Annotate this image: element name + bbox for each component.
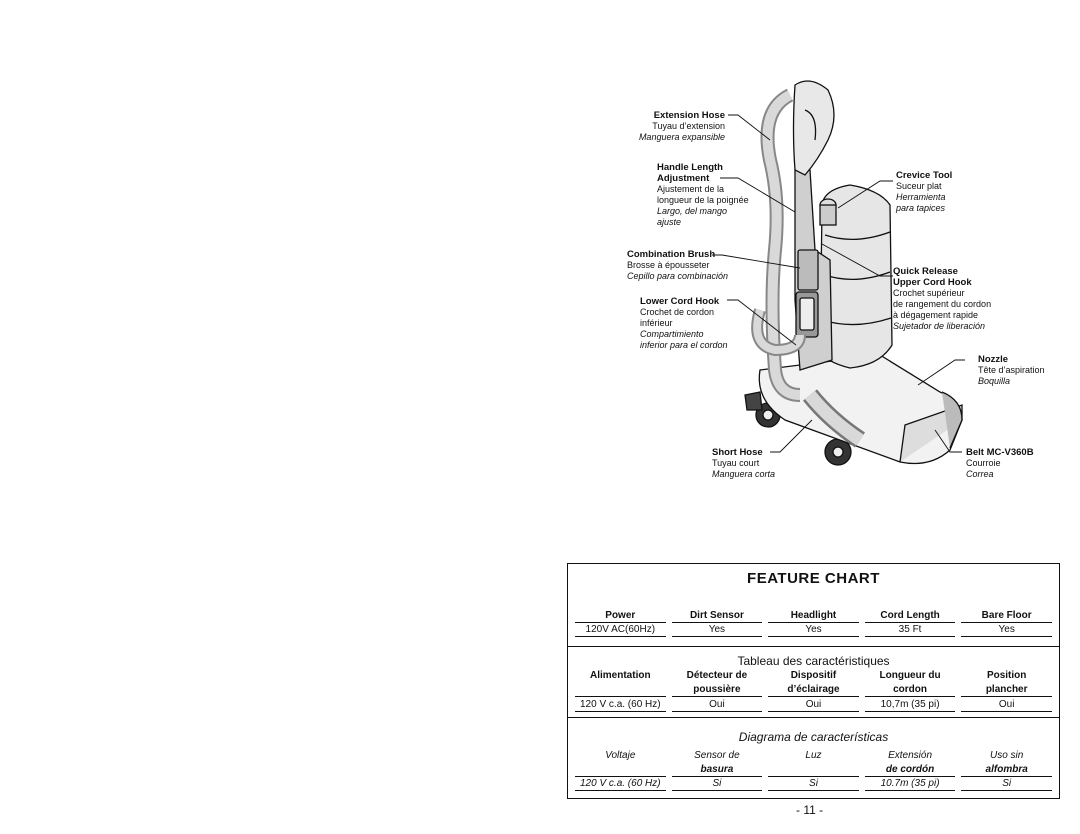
header-cell: Sensor de	[694, 750, 740, 761]
label-es: Sujetador de liberación	[893, 321, 986, 331]
value-cell: 10,7m (35 pi)	[865, 699, 956, 712]
label-en: Nozzle	[978, 354, 1009, 365]
label-es: Correa	[966, 469, 994, 479]
label-fr: Courroie	[966, 458, 1001, 468]
label-fr: inférieur	[640, 318, 673, 328]
label-es: ajuste	[657, 217, 682, 227]
chart-header-row-fr	[572, 670, 1055, 681]
label-en: Crevice Tool	[896, 170, 953, 181]
label-en: Extension Hose	[653, 110, 725, 121]
label-quick-release	[893, 266, 1023, 332]
label-belt	[966, 447, 1056, 480]
feature-chart	[567, 563, 1060, 799]
header-cell: Extensión	[888, 750, 933, 761]
value-cell: 120 V c.a. (60 Hz)	[575, 778, 666, 791]
page-number: - 11 -	[796, 803, 824, 817]
section-title-es: Diagrama de características	[738, 730, 889, 744]
label-es: Herramienta	[896, 192, 946, 202]
label-es: Boquilla	[978, 376, 1011, 386]
label-handle-length	[657, 162, 772, 228]
value-cell: Oui	[768, 699, 859, 712]
label-fr: Ajustement de la	[657, 184, 725, 194]
header-cell: basura	[672, 764, 763, 777]
header-cell	[575, 684, 666, 697]
header-cell: Position	[986, 670, 1027, 681]
section-divider	[568, 717, 1059, 718]
chart-header-row-fr-2	[572, 684, 1055, 697]
label-lower-cord-hook	[640, 296, 750, 351]
value-cell: 120 V c.a. (60 Hz)	[575, 699, 666, 712]
label-fr: Crochet supérieur	[893, 288, 965, 298]
section-title-fr: Tableau des caractéristiques	[737, 654, 890, 668]
value-cell: Si	[768, 778, 859, 791]
label-short-hose	[712, 447, 792, 480]
label-es: inferior para el cordon	[640, 340, 728, 350]
header-cell: poussière	[672, 684, 763, 697]
label-en: Upper Cord Hook	[893, 277, 972, 288]
value-cell: Si	[961, 778, 1052, 791]
header-cell: Dirt Sensor	[672, 610, 763, 623]
header-cell: Luz	[805, 750, 822, 761]
label-combination-brush	[627, 249, 747, 282]
header-cell: de cordón	[865, 764, 956, 777]
label-en: Handle Length	[657, 162, 723, 173]
label-en: Short Hose	[712, 447, 763, 458]
label-fr: Suceur plat	[896, 181, 942, 191]
header-cell: Dispositif	[790, 670, 837, 681]
value-cell: Yes	[672, 624, 763, 637]
chart-value-row-fr	[572, 699, 1055, 712]
label-es: para tapices	[896, 203, 946, 213]
chart-header-row-en	[572, 610, 1055, 623]
label-es: Largo, del mango	[657, 206, 728, 216]
header-cell	[768, 764, 859, 777]
label-es: Cepillo para combinación	[627, 271, 729, 281]
label-en: Belt MC-V360B	[966, 447, 1034, 458]
header-cell: Alimentation	[590, 670, 651, 681]
label-nozzle	[978, 354, 1068, 387]
label-es: Compartimiento	[640, 329, 704, 339]
header-cell	[575, 764, 666, 777]
label-en: Quick Release	[893, 266, 958, 277]
label-fr: Crochet de cordon	[640, 307, 715, 317]
label-extension-hose	[595, 110, 725, 143]
label-fr: à dégagement rapide	[893, 310, 979, 320]
value-cell: Oui	[672, 699, 763, 712]
label-es: Manguera corta	[712, 469, 776, 479]
label-en: Lower Cord Hook	[640, 296, 720, 307]
chart-header-row-es-2	[572, 764, 1055, 777]
value-cell: Oui	[961, 699, 1052, 712]
label-fr: de rangement du cordon	[893, 299, 992, 309]
value-cell: Si	[672, 778, 763, 791]
chart-value-row-en	[572, 624, 1055, 637]
label-fr: longueur de la poignée	[657, 195, 749, 205]
label-es: Manguera expansible	[638, 132, 725, 142]
value-cell: 120V AC(60Hz)	[575, 624, 666, 637]
header-cell: cordon	[865, 684, 956, 697]
value-cell: 10.7m (35 pi)	[865, 778, 956, 791]
chart-header-row-es	[572, 750, 1055, 761]
label-fr: Tuyau d’extension	[652, 121, 725, 131]
value-cell: Yes	[768, 624, 859, 637]
header-cell: Headlight	[768, 610, 859, 623]
header-cell: alfombra	[961, 764, 1052, 777]
header-cell: Cord Length	[865, 610, 956, 623]
value-cell: Yes	[961, 624, 1052, 637]
chart-title: FEATURE CHART	[747, 570, 880, 587]
header-cell: Power	[575, 610, 666, 623]
label-fr: Brosse à épousseter	[627, 260, 710, 270]
header-cell: d’éclairage	[768, 684, 859, 697]
header-cell: Uso sin	[989, 750, 1024, 761]
header-cell: Longueur du	[879, 670, 941, 681]
label-fr: Tête d’aspiration	[978, 365, 1045, 375]
label-en: Adjustment	[657, 173, 710, 184]
label-en: Combination Brush	[627, 249, 716, 260]
label-crevice-tool	[896, 170, 986, 214]
section-divider	[568, 646, 1059, 647]
value-cell: 35 Ft	[865, 624, 956, 637]
header-cell: plancher	[961, 684, 1052, 697]
header-cell: Bare Floor	[961, 610, 1052, 623]
label-fr: Tuyau court	[712, 458, 760, 468]
header-cell: Détecteur de	[686, 670, 748, 681]
chart-value-row-es	[572, 778, 1055, 791]
header-cell: Voltaje	[605, 750, 636, 761]
